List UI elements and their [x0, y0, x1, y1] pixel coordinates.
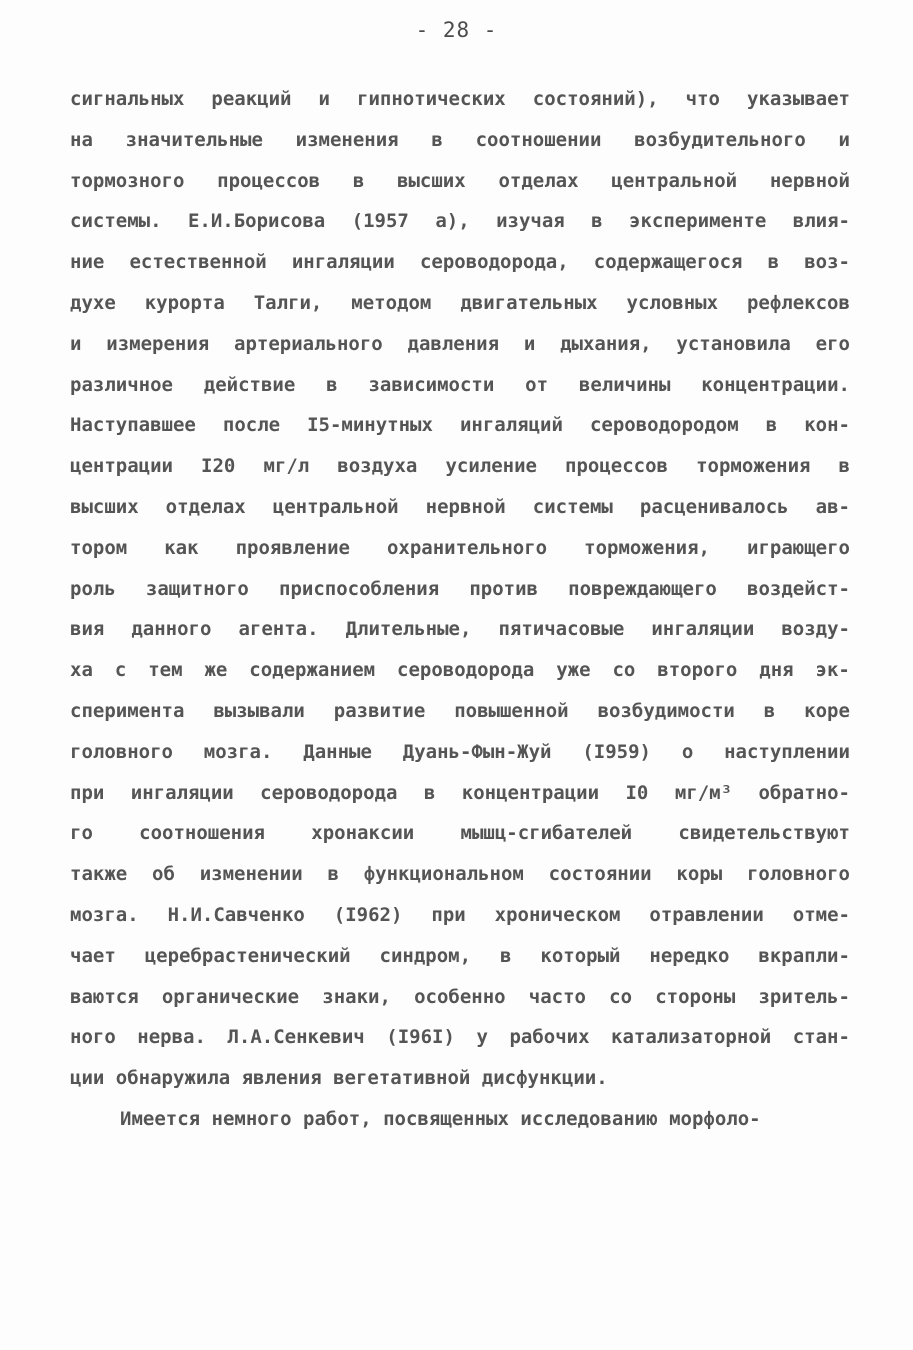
- text-line: системы. Е.И.Борисова (1957 а), изучая в эксперименте влия-: [70, 210, 850, 233]
- text-line: сперимента вызывали развитие повышенной возбудимости в коре: [70, 699, 850, 722]
- text-line: тормозного процессов в высших отделах центральной нервной: [70, 169, 850, 192]
- text-line: ваются органические знаки, особенно часто со стороны зритель-: [70, 985, 850, 1008]
- text-line: высших отделах центральной нервной системы расценивалось ав-: [70, 495, 850, 518]
- text-line: ного нерва. Л.А.Сенкевич (I96I) у рабочих катализаторной стан-: [70, 1026, 850, 1049]
- text-line: ха с тем же содержанием сероводорода уже со второго дня эк-: [70, 659, 850, 682]
- text-line: ции обнаружила явления вегетативной дисфункции.: [70, 1067, 608, 1090]
- text-line: го соотношения хронаксии мышц-сгибателей свидетельствуют: [70, 822, 850, 845]
- text-line: ние естественной ингаляции сероводорода, содержащегося в воз-: [70, 251, 850, 274]
- text-line: при ингаляции сероводорода в концентрации I0 мг/м³ обратно-: [70, 781, 850, 804]
- text-line: Наступавшее после I5-минутных ингаляций сероводородом в кон-: [70, 414, 850, 437]
- text-line-paragraph-start: Имеется немного работ, посвященных исследованию морфоло-: [120, 1107, 761, 1130]
- text-line: также об изменении в функциональном состоянии коры головного: [70, 863, 850, 886]
- text-line: тором как проявление охранительного торможения, играющего: [70, 536, 850, 559]
- body-text: [70, 79, 850, 1140]
- page-number: - 28 -: [415, 18, 498, 42]
- text-line: и измерения артериального давления и дыхания, установила его: [70, 332, 850, 355]
- text-line: центрации I20 мг/л воздуха усиление процессов торможения в: [70, 455, 850, 478]
- text-line: на значительные изменения в соотношении возбудительного и: [70, 128, 850, 151]
- text-line: вия данного агента. Длительные, пятичасовые ингаляции возду-: [70, 618, 850, 641]
- text-line: роль защитного приспособления против повреждающего воздейст-: [70, 577, 850, 600]
- text-line: мозга. Н.И.Савченко (I962) при хроническом отравлении отме-: [70, 903, 850, 926]
- text-line: сигнальных реакций и гипнотических состояний), что указывает: [70, 88, 850, 110]
- text-line: различное действие в зависимости от величины концентрации.: [70, 373, 850, 396]
- text-line: чает церебрастенический синдром, в который нередко вкрапли-: [70, 944, 850, 967]
- text-line: духе курорта Талги, методом двигательных условных рефлексов: [70, 291, 850, 314]
- text-line: головного мозга. Данные Дуань-Фын-Жуй (I959) о наступлении: [70, 740, 850, 763]
